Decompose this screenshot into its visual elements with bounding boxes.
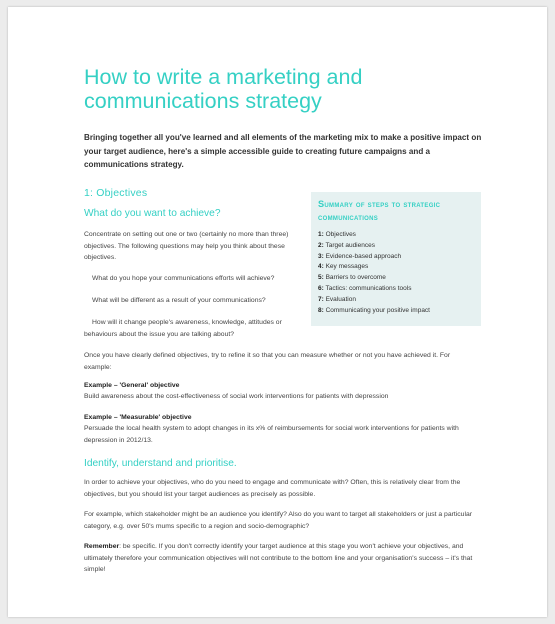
example-general-label: Example – 'General' objective xyxy=(84,382,180,389)
remember-label: Remember xyxy=(84,543,120,550)
section-heading-objectives: 1: Objectives xyxy=(84,187,148,199)
intro-paragraph: Bringing together all you've learned and all elements of the marketing mix to make a positive impact on your target audience, here's a simple accessible guide to creating future campaigns and a communications strategy. xyxy=(84,133,482,169)
question-text: What will be different as a result of your communications? xyxy=(92,297,266,304)
example-measurable-label: Example – 'Measurable' objective xyxy=(84,414,192,421)
example-measurable-text: Persuade the local health system to adopt changes in its x% of reimbursements for social work interventions for patients with depression in 2012/13. xyxy=(84,425,459,444)
question-text: What do you hope your communications efforts will achieve? xyxy=(92,275,275,282)
summary-step: 7: Evaluation xyxy=(318,295,356,303)
example-general-text: Build awareness about the cost-effectiveness of social work interventions for patients with depression xyxy=(84,393,389,400)
title-line-1: How to write a marketing and xyxy=(84,65,363,89)
page-title xyxy=(84,65,484,113)
summary-step: 6: Tactics: communications tools xyxy=(318,284,412,292)
audience-paragraph: In order to achieve your objectives, who do you need to engage and communicate with? Often, this is relatively clear from the objectives, but you should list your target audiences as precisely as possible. xyxy=(84,479,461,498)
objectives-paragraph: Concentrate on setting out one or two (certainly no more than three) objectives. The following questions may help you think about these objectives. xyxy=(84,231,289,261)
summary-steps-list xyxy=(318,230,430,316)
summary-step: 2: Target audiences xyxy=(318,241,375,249)
remember-text: : be specific. If you don't correctly identify your target audience at this stage you won't achieve your objectives, and ultimately therefore your communication objectives will not contribute to the bottom line and your organisation's success – it's that simple! xyxy=(84,543,473,573)
question-item xyxy=(84,273,299,285)
summary-heading: Summary of steps to strategic communications xyxy=(318,199,441,222)
summary-box xyxy=(311,192,481,326)
document-page xyxy=(8,7,547,617)
question-item xyxy=(84,317,292,340)
subheading-identify: Identify, understand and prioritise. xyxy=(84,458,237,469)
summary-step: 3: Evidence-based approach xyxy=(318,252,402,260)
summary-step: 1: Objectives xyxy=(318,231,356,238)
stakeholder-paragraph: For example, which stakeholder might be an audience you identify? Also do you want to target all stakeholders or just a particular category, e.g. over 50's mums specific to a region and socio-demographic? xyxy=(84,511,473,530)
question-item xyxy=(84,295,299,307)
summary-step: 8: Communicating your positive impact xyxy=(318,306,430,314)
remember-paragraph xyxy=(84,541,482,576)
summary-step: 4: Key messages xyxy=(318,263,369,271)
subheading-achieve: What do you want to achieve? xyxy=(84,208,221,219)
question-text: How will it change people's awareness, knowledge, attitudes or behaviours about the issue you are talking about? xyxy=(84,319,282,338)
refine-paragraph: Once you have clearly defined objectives, try to refine it so that you can measure whether or not you have achieved it. For example: xyxy=(84,352,451,371)
summary-step: 5: Barriers to overcome xyxy=(318,274,386,282)
title-line-2: communications strategy xyxy=(84,89,322,113)
